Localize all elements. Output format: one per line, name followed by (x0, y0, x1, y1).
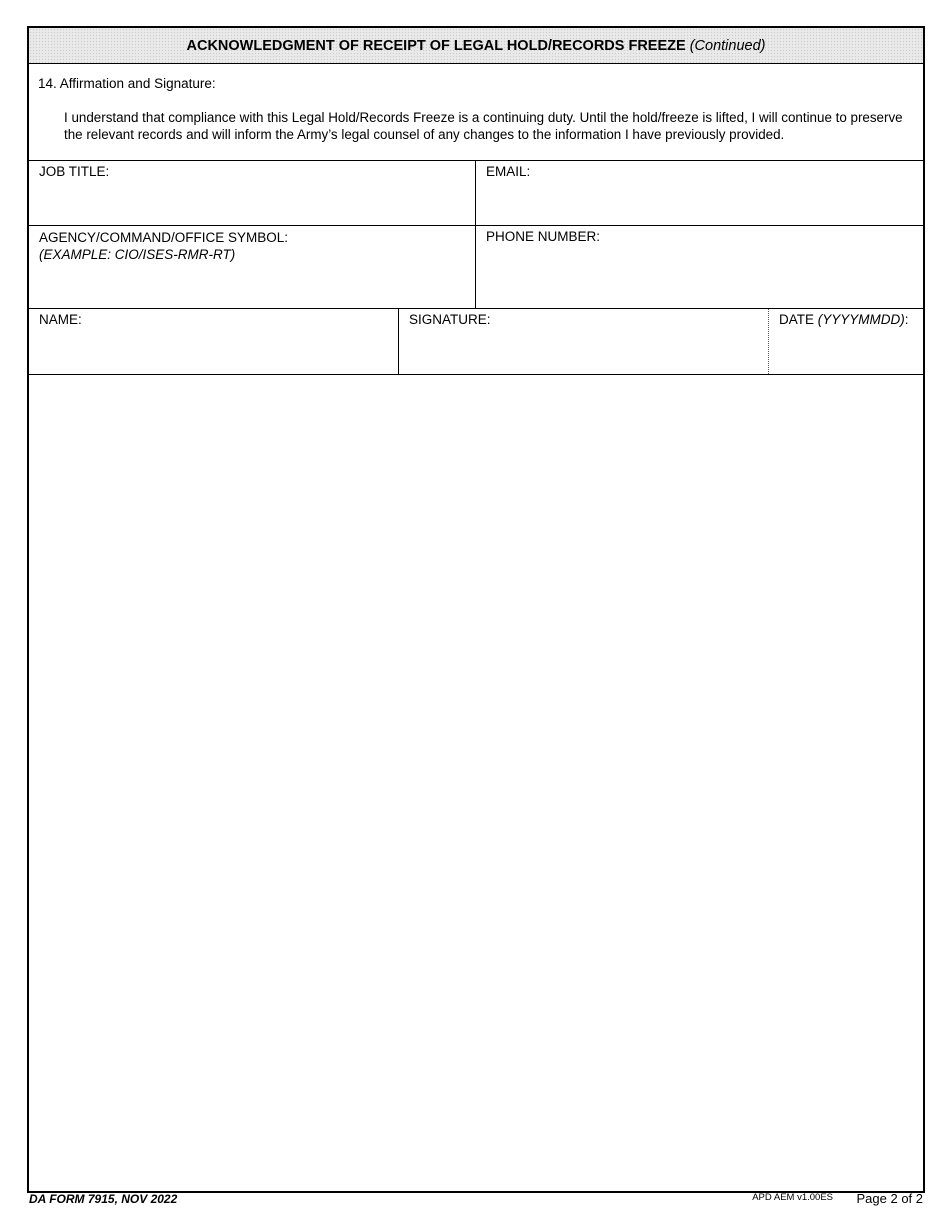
agency-example: (EXAMPLE: CIO/ISES-RMR-RT) (39, 246, 236, 262)
phone-label: PHONE NUMBER: (486, 229, 601, 244)
row-agency-phone (29, 226, 923, 309)
agency-field[interactable] (29, 226, 475, 308)
agency-label (39, 230, 288, 263)
form-header (29, 28, 923, 64)
signature-label: SIGNATURE: (409, 312, 491, 327)
signature-field[interactable] (398, 309, 768, 374)
form-title: ACKNOWLEDGMENT OF RECEIPT OF LEGAL HOLD/RECORDS FREEZE (186, 38, 686, 54)
phone-field[interactable] (475, 226, 923, 308)
email-field[interactable] (475, 161, 923, 225)
name-field[interactable] (29, 309, 398, 374)
page-number: Page 2 of 2 (856, 1191, 923, 1206)
name-label: NAME: (39, 312, 82, 327)
form-id: DA FORM 7915, NOV 2022 (29, 1192, 178, 1206)
form-version: APD AEM v1.00ES (752, 1192, 833, 1203)
date-format: (YYYYMMDD) (817, 312, 905, 327)
date-field[interactable] (768, 309, 923, 374)
date-label-suffix: : (904, 312, 909, 327)
date-label (779, 312, 909, 329)
date-label-prefix: DATE (779, 312, 818, 327)
row-name-signature-date (29, 309, 923, 375)
job-title-field[interactable] (29, 161, 475, 225)
affirmation-text: I understand that compliance with this Legal Hold/Records Freeze is a continuing duty. Until the hold/freeze is lifted, I will continue to preserve the relevant records and will inform the Army’s legal counsel of any changes to the information I have previously provided. (64, 110, 903, 142)
form-footer (27, 1191, 923, 1209)
affirmation-section (29, 64, 923, 161)
job-title-label: JOB TITLE: (39, 164, 110, 179)
email-label: EMAIL: (486, 164, 531, 179)
form-title-continued: (Continued) (689, 38, 766, 54)
section-14-label: 14. Affirmation and Signature: (38, 76, 216, 91)
row-job-title-email (29, 161, 923, 226)
agency-label-text: AGENCY/COMMAND/OFFICE SYMBOL: (39, 230, 289, 245)
form-frame (27, 26, 925, 1193)
